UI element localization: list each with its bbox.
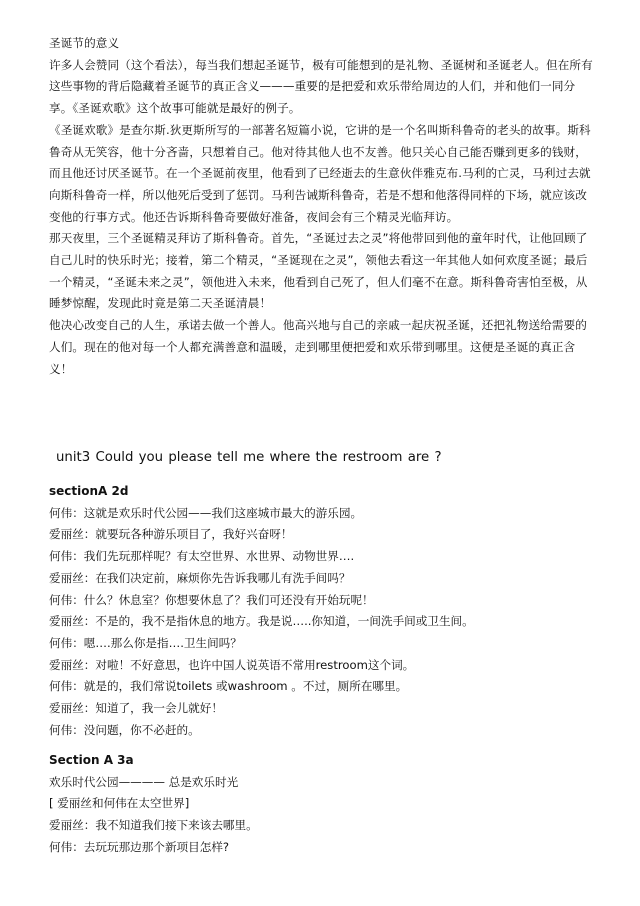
dialogue-line: [ 爱丽丝和何伟在太空世界]: [49, 796, 190, 811]
article-block: [49, 33, 597, 380]
unit-title: unit3 Could you please tell me where the restroom are ?: [56, 450, 442, 465]
dialogue-line: 何伟：我们先玩那样呢？有太空世界、水世界、动物世界….: [49, 549, 355, 564]
dialogue-line: 何伟：就是的，我们常说toilets 或washroom 。不过，厕所在哪里。: [49, 679, 408, 694]
dialogue-line: 何伟：去玩玩那边那个新项目怎样?: [49, 839, 230, 854]
dialogue-line: 何伟：这就是欢乐时代公园——我们这座城市最大的游乐园。: [49, 505, 363, 520]
dialogue-line: 何伟：没问题，你不必赶的。: [49, 722, 200, 737]
dialogue-line: 爱丽丝：就要玩各种游乐项目了，我好兴奋呀！: [49, 527, 293, 542]
article-paragraph: 《圣诞欢歌》是查尔斯.狄更斯所写的一部著名短篇小说，它讲的是一个名叫斯科鲁奇的老头的故事。斯科鲁奇从无笑容，他十分吝啬，只想着自己。他对待其他人也不友善。他只关心自己能否赚到更多的钱财，而且他还讨厌圣诞节。在一个圣诞前夜里，他看到了已经逝去的生意伙伴雅克布.马利的亡灵，马利过去就向斯科鲁奇一样，所以他死后受到了惩罚。马利告诫斯科鲁奇，若是不想和他落得同样的下场，就应该改变他的行事方式。他还告诉斯科鲁奇要做好准备，夜间会有三个精灵光临拜访。: [49, 122, 591, 224]
section-heading: sectionA 2d: [49, 484, 129, 498]
article-paragraph: 许多人会赞同（这个看法），每当我们想起圣诞节，极有可能想到的是礼物、圣诞树和圣诞老人。但在所有这些事物的背后隐藏着圣诞节的真正含义———重要的是把爱和欢乐带给周边的人们，并和他们一同分享。《圣诞欢歌》这个故事可能就是最好的例子。: [49, 57, 593, 116]
section-heading: Section A 3a: [49, 753, 134, 767]
article-paragraph: 他决心改变自己的人生，承诺去做一个善人。他高兴地与自己的亲戚一起庆祝圣诞，还把礼物送给需要的人们。现在的他对每一个人都充满善意和温暖，走到哪里便把爱和欢乐带到哪里。这便是圣诞的真正含义！: [49, 318, 587, 376]
dialogue-line: 何伟：嗯….那么你是指….卫生间吗？: [49, 635, 242, 650]
dialogue-line: 爱丽丝：在我们决定前，麻烦你先告诉我哪儿有洗手间吗？: [49, 570, 351, 585]
dialogue-line: 爱丽丝：知道了，我一会儿就好！: [49, 701, 223, 716]
article-paragraph: 那天夜里，三个圣诞精灵拜访了斯科鲁奇。首先，“圣诞过去之灵”将他带回到他的童年时代，让他回顾了自己儿时的快乐时光；接着，第二个精灵，“圣诞现在之灵”，领他去看这一年其他人如何欢度圣诞；最后一个精灵，“圣诞未来之灵”，领他进入未来，他看到自己死了，但人们毫不在意。斯科鲁奇害怕至极，从睡梦惊醒，发现此时竟是第二天圣诞清晨！: [49, 231, 588, 311]
dialogue-line: 何伟：什么？休息室？你想要休息了？我们可还没有开始玩呢！: [49, 592, 374, 607]
article-title: 圣诞节的意义: [49, 36, 120, 50]
dialogue-line: 爱丽丝：对啦！不好意思，也许中国人说英语不常用restroom这个词。: [49, 657, 415, 672]
dialogue-line: 爱丽丝：我不知道我们接下来该去哪里。: [49, 818, 258, 833]
dialogue-line: 爱丽丝：不是的，我不是指休息的地方。我是说…..你知道，一间洗手间或卫生间。: [49, 614, 474, 629]
section-3a: [49, 750, 609, 859]
section-2d: [49, 481, 609, 741]
dialogue-line: 欢乐时代公园———— 总是欢乐时光: [49, 774, 239, 789]
